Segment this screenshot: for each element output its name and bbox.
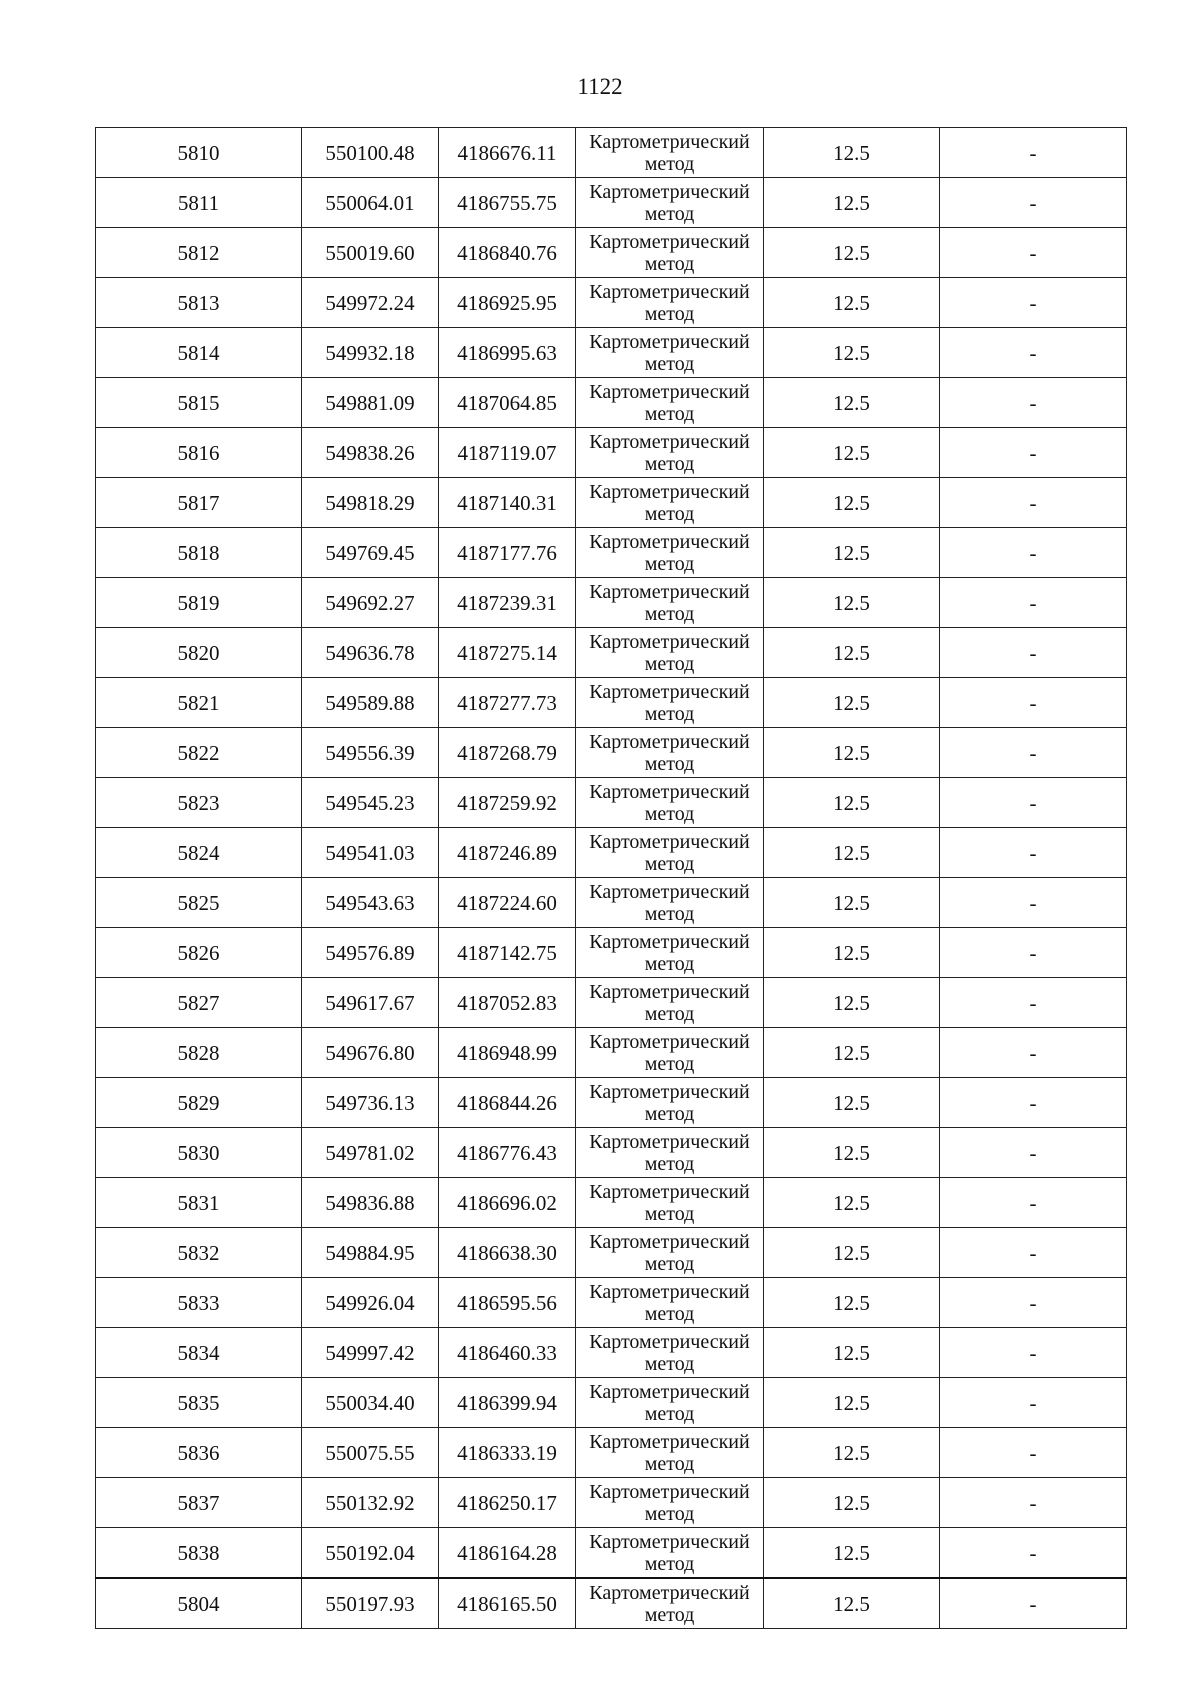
note-cell: -	[940, 1428, 1127, 1478]
method-line-2: метод	[644, 1352, 695, 1375]
accuracy-cell: 12.5	[764, 1578, 940, 1629]
method-line-1: Картометрический	[589, 380, 750, 403]
point-number-cell: 5836	[96, 1428, 302, 1478]
y-coordinate-cell: 4187277.73	[439, 678, 576, 728]
method-cell	[576, 128, 764, 178]
point-number-cell: 5827	[96, 978, 302, 1028]
method-line-1: Картометрический	[589, 1430, 750, 1453]
method-cell	[576, 328, 764, 378]
method-cell	[576, 928, 764, 978]
note-cell: -	[940, 528, 1127, 578]
y-coordinate-cell: 4187177.76	[439, 528, 576, 578]
x-coordinate-cell: 550100.48	[302, 128, 439, 178]
note-cell: -	[940, 328, 1127, 378]
point-number-cell: 5821	[96, 678, 302, 728]
method-cell	[576, 478, 764, 528]
point-number-cell: 5815	[96, 378, 302, 428]
y-coordinate-cell: 4186755.75	[439, 178, 576, 228]
method-line-2: метод	[644, 402, 695, 425]
method-cell	[576, 778, 764, 828]
x-coordinate-cell: 549884.95	[302, 1228, 439, 1278]
method-cell	[576, 1078, 764, 1128]
method-line-2: метод	[644, 1502, 695, 1525]
y-coordinate-cell: 4187275.14	[439, 628, 576, 678]
y-coordinate-cell: 4186676.11	[439, 128, 576, 178]
method-line-2: метод	[644, 802, 695, 825]
point-number-cell: 5829	[96, 1078, 302, 1128]
table-row	[96, 228, 1127, 278]
method-line-2: метод	[644, 1402, 695, 1425]
accuracy-cell: 12.5	[764, 1128, 940, 1178]
method-line-2: метод	[644, 552, 695, 575]
table-row	[96, 778, 1127, 828]
accuracy-cell: 12.5	[764, 978, 940, 1028]
method-line-2: метод	[644, 752, 695, 775]
table-row	[96, 1528, 1127, 1579]
method-line-2: метод	[644, 1152, 695, 1175]
point-number-cell: 5819	[96, 578, 302, 628]
note-cell: -	[940, 1378, 1127, 1428]
x-coordinate-cell: 549769.45	[302, 528, 439, 578]
point-number-cell: 5804	[96, 1578, 302, 1629]
table-row	[96, 878, 1127, 928]
method-line-2: метод	[644, 952, 695, 975]
method-line-1: Картометрический	[589, 1280, 750, 1303]
method-line-2: метод	[644, 152, 695, 175]
method-line-1: Картометрический	[589, 780, 750, 803]
note-cell: -	[940, 428, 1127, 478]
table-row	[96, 478, 1127, 528]
method-cell	[576, 1328, 764, 1378]
method-line-2: метод	[644, 252, 695, 275]
table-row	[96, 1228, 1127, 1278]
x-coordinate-cell: 549556.39	[302, 728, 439, 778]
note-cell: -	[940, 1528, 1127, 1579]
x-coordinate-cell: 550132.92	[302, 1478, 439, 1528]
table-row	[96, 1428, 1127, 1478]
point-number-cell: 5823	[96, 778, 302, 828]
method-cell	[576, 1428, 764, 1478]
note-cell: -	[940, 878, 1127, 928]
method-line-1: Картометрический	[589, 1130, 750, 1153]
point-number-cell: 5816	[96, 428, 302, 478]
table-row	[96, 1128, 1127, 1178]
x-coordinate-cell: 549541.03	[302, 828, 439, 878]
table-row	[96, 578, 1127, 628]
method-line-1: Картометрический	[589, 1330, 750, 1353]
y-coordinate-cell: 4186333.19	[439, 1428, 576, 1478]
x-coordinate-cell: 550064.01	[302, 178, 439, 228]
y-coordinate-cell: 4186595.56	[439, 1278, 576, 1328]
method-cell	[576, 628, 764, 678]
x-coordinate-cell: 549543.63	[302, 878, 439, 928]
y-coordinate-cell: 4187140.31	[439, 478, 576, 528]
table-row	[96, 628, 1127, 678]
method-line-2: метод	[644, 352, 695, 375]
accuracy-cell: 12.5	[764, 378, 940, 428]
table-row	[96, 828, 1127, 878]
method-line-1: Картометрический	[589, 430, 750, 453]
y-coordinate-cell: 4187052.83	[439, 978, 576, 1028]
x-coordinate-cell: 549545.23	[302, 778, 439, 828]
y-coordinate-cell: 4186250.17	[439, 1478, 576, 1528]
accuracy-cell: 12.5	[764, 1228, 940, 1278]
accuracy-cell: 12.5	[764, 278, 940, 328]
table-row	[96, 978, 1127, 1028]
x-coordinate-cell: 549881.09	[302, 378, 439, 428]
method-cell	[576, 378, 764, 428]
note-cell: -	[940, 1178, 1127, 1228]
method-line-2: метод	[644, 1552, 695, 1575]
method-cell	[576, 1578, 764, 1629]
method-cell	[576, 178, 764, 228]
table-row	[96, 428, 1127, 478]
x-coordinate-cell: 549818.29	[302, 478, 439, 528]
accuracy-cell: 12.5	[764, 178, 940, 228]
note-cell: -	[940, 1578, 1127, 1629]
table-row	[96, 1478, 1127, 1528]
method-line-2: метод	[644, 1052, 695, 1075]
method-cell	[576, 878, 764, 928]
y-coordinate-cell: 4187142.75	[439, 928, 576, 978]
method-line-1: Картометрический	[589, 1480, 750, 1503]
accuracy-cell: 12.5	[764, 1478, 940, 1528]
x-coordinate-cell: 549836.88	[302, 1178, 439, 1228]
point-number-cell: 5825	[96, 878, 302, 928]
method-line-1: Картометрический	[589, 530, 750, 553]
note-cell: -	[940, 1278, 1127, 1328]
y-coordinate-cell: 4186995.63	[439, 328, 576, 378]
y-coordinate-cell: 4186776.43	[439, 1128, 576, 1178]
y-coordinate-cell: 4186399.94	[439, 1378, 576, 1428]
method-cell	[576, 1378, 764, 1428]
y-coordinate-cell: 4186948.99	[439, 1028, 576, 1078]
method-line-2: метод	[644, 602, 695, 625]
accuracy-cell: 12.5	[764, 128, 940, 178]
method-line-1: Картометрический	[589, 880, 750, 903]
note-cell: -	[940, 178, 1127, 228]
point-number-cell: 5837	[96, 1478, 302, 1528]
y-coordinate-cell: 4186840.76	[439, 228, 576, 278]
y-coordinate-cell: 4186460.33	[439, 1328, 576, 1378]
note-cell: -	[940, 928, 1127, 978]
y-coordinate-cell: 4186844.26	[439, 1078, 576, 1128]
note-cell: -	[940, 278, 1127, 328]
x-coordinate-cell: 549932.18	[302, 328, 439, 378]
accuracy-cell: 12.5	[764, 928, 940, 978]
method-cell	[576, 1278, 764, 1328]
coordinates-table	[95, 127, 1127, 1629]
method-line-2: метод	[644, 852, 695, 875]
table-row	[96, 1028, 1127, 1078]
accuracy-cell: 12.5	[764, 1328, 940, 1378]
accuracy-cell: 12.5	[764, 878, 940, 928]
method-cell	[576, 278, 764, 328]
note-cell: -	[940, 978, 1127, 1028]
note-cell: -	[940, 1328, 1127, 1378]
accuracy-cell: 12.5	[764, 1278, 940, 1328]
note-cell: -	[940, 128, 1127, 178]
method-cell	[576, 1228, 764, 1278]
accuracy-cell: 12.5	[764, 528, 940, 578]
method-line-1: Картометрический	[589, 230, 750, 253]
method-line-1: Картометрический	[589, 1080, 750, 1103]
y-coordinate-cell: 4187224.60	[439, 878, 576, 928]
method-line-1: Картометрический	[589, 980, 750, 1003]
accuracy-cell: 12.5	[764, 1528, 940, 1579]
method-line-2: метод	[644, 1202, 695, 1225]
accuracy-cell: 12.5	[764, 778, 940, 828]
accuracy-cell: 12.5	[764, 1178, 940, 1228]
note-cell: -	[940, 378, 1127, 428]
x-coordinate-cell: 549997.42	[302, 1328, 439, 1378]
point-number-cell: 5818	[96, 528, 302, 578]
point-number-cell: 5811	[96, 178, 302, 228]
point-number-cell: 5817	[96, 478, 302, 528]
accuracy-cell: 12.5	[764, 328, 940, 378]
accuracy-cell: 12.5	[764, 428, 940, 478]
accuracy-cell: 12.5	[764, 828, 940, 878]
x-coordinate-cell: 549692.27	[302, 578, 439, 628]
x-coordinate-cell: 550034.40	[302, 1378, 439, 1428]
table-row	[96, 1078, 1127, 1128]
accuracy-cell: 12.5	[764, 1428, 940, 1478]
x-coordinate-cell: 549617.67	[302, 978, 439, 1028]
point-number-cell: 5826	[96, 928, 302, 978]
point-number-cell: 5838	[96, 1528, 302, 1579]
note-cell: -	[940, 478, 1127, 528]
accuracy-cell: 12.5	[764, 1028, 940, 1078]
x-coordinate-cell: 549636.78	[302, 628, 439, 678]
method-line-1: Картометрический	[589, 1030, 750, 1053]
y-coordinate-cell: 4187246.89	[439, 828, 576, 878]
x-coordinate-cell: 550197.93	[302, 1578, 439, 1629]
note-cell: -	[940, 228, 1127, 278]
table-row	[96, 528, 1127, 578]
method-line-1: Картометрический	[589, 930, 750, 953]
point-number-cell: 5834	[96, 1328, 302, 1378]
coordinates-table-body	[96, 128, 1127, 1629]
method-line-2: метод	[644, 902, 695, 925]
method-cell	[576, 828, 764, 878]
point-number-cell: 5828	[96, 1028, 302, 1078]
table-row	[96, 1328, 1127, 1378]
y-coordinate-cell: 4187064.85	[439, 378, 576, 428]
table-row	[96, 1378, 1127, 1428]
method-line-2: метод	[644, 652, 695, 675]
y-coordinate-cell: 4186696.02	[439, 1178, 576, 1228]
method-line-2: метод	[644, 1102, 695, 1125]
method-line-1: Картометрический	[589, 1530, 750, 1553]
table-row	[96, 678, 1127, 728]
point-number-cell: 5812	[96, 228, 302, 278]
method-line-1: Картометрический	[589, 330, 750, 353]
accuracy-cell: 12.5	[764, 728, 940, 778]
point-number-cell: 5832	[96, 1228, 302, 1278]
x-coordinate-cell: 549589.88	[302, 678, 439, 728]
table-row	[96, 178, 1127, 228]
method-cell	[576, 228, 764, 278]
x-coordinate-cell: 550075.55	[302, 1428, 439, 1478]
method-line-1: Картометрический	[589, 130, 750, 153]
table-row	[96, 128, 1127, 178]
x-coordinate-cell: 549972.24	[302, 278, 439, 328]
method-line-2: метод	[644, 1603, 695, 1626]
method-line-1: Картометрический	[589, 1230, 750, 1253]
y-coordinate-cell: 4187119.07	[439, 428, 576, 478]
point-number-cell: 5835	[96, 1378, 302, 1428]
method-cell	[576, 1178, 764, 1228]
table-row	[96, 928, 1127, 978]
table-row	[96, 1278, 1127, 1328]
method-line-2: метод	[644, 502, 695, 525]
x-coordinate-cell: 549838.26	[302, 428, 439, 478]
method-cell	[576, 678, 764, 728]
x-coordinate-cell: 550192.04	[302, 1528, 439, 1579]
method-cell	[576, 578, 764, 628]
note-cell: -	[940, 828, 1127, 878]
note-cell: -	[940, 1128, 1127, 1178]
y-coordinate-cell: 4187239.31	[439, 578, 576, 628]
note-cell: -	[940, 628, 1127, 678]
accuracy-cell: 12.5	[764, 478, 940, 528]
x-coordinate-cell: 549576.89	[302, 928, 439, 978]
method-cell	[576, 528, 764, 578]
method-line-1: Картометрический	[589, 1380, 750, 1403]
method-cell	[576, 728, 764, 778]
note-cell: -	[940, 678, 1127, 728]
method-line-1: Картометрический	[589, 480, 750, 503]
method-cell	[576, 978, 764, 1028]
method-line-1: Картометрический	[589, 730, 750, 753]
point-number-cell: 5813	[96, 278, 302, 328]
point-number-cell: 5830	[96, 1128, 302, 1178]
accuracy-cell: 12.5	[764, 678, 940, 728]
point-number-cell: 5831	[96, 1178, 302, 1228]
y-coordinate-cell: 4186638.30	[439, 1228, 576, 1278]
method-line-1: Картометрический	[589, 280, 750, 303]
accuracy-cell: 12.5	[764, 628, 940, 678]
note-cell: -	[940, 1078, 1127, 1128]
table-row	[96, 1178, 1127, 1228]
method-cell	[576, 1528, 764, 1579]
accuracy-cell: 12.5	[764, 1078, 940, 1128]
method-cell	[576, 1478, 764, 1528]
note-cell: -	[940, 728, 1127, 778]
method-line-1: Картометрический	[589, 680, 750, 703]
method-line-2: метод	[644, 1252, 695, 1275]
method-line-2: метод	[644, 452, 695, 475]
method-cell	[576, 1028, 764, 1078]
point-number-cell: 5833	[96, 1278, 302, 1328]
method-line-1: Картометрический	[589, 630, 750, 653]
method-line-2: метод	[644, 1302, 695, 1325]
table-row	[96, 328, 1127, 378]
method-line-1: Картометрический	[589, 830, 750, 853]
point-number-cell: 5814	[96, 328, 302, 378]
note-cell: -	[940, 1228, 1127, 1278]
x-coordinate-cell: 549926.04	[302, 1278, 439, 1328]
page-number: 1122	[577, 74, 623, 99]
method-line-2: метод	[644, 202, 695, 225]
method-cell	[576, 1128, 764, 1178]
method-line-1: Картометрический	[589, 1581, 750, 1604]
accuracy-cell: 12.5	[764, 578, 940, 628]
method-line-2: метод	[644, 1002, 695, 1025]
x-coordinate-cell: 550019.60	[302, 228, 439, 278]
note-cell: -	[940, 1028, 1127, 1078]
y-coordinate-cell: 4186165.50	[439, 1578, 576, 1629]
table-row	[96, 378, 1127, 428]
accuracy-cell: 12.5	[764, 1378, 940, 1428]
x-coordinate-cell: 549676.80	[302, 1028, 439, 1078]
y-coordinate-cell: 4186164.28	[439, 1528, 576, 1579]
y-coordinate-cell: 4187259.92	[439, 778, 576, 828]
method-line-1: Картометрический	[589, 180, 750, 203]
note-cell: -	[940, 578, 1127, 628]
x-coordinate-cell: 549781.02	[302, 1128, 439, 1178]
point-number-cell: 5820	[96, 628, 302, 678]
table-row	[96, 728, 1127, 778]
point-number-cell: 5824	[96, 828, 302, 878]
point-number-cell: 5810	[96, 128, 302, 178]
note-cell: -	[940, 778, 1127, 828]
table-row	[96, 278, 1127, 328]
y-coordinate-cell: 4187268.79	[439, 728, 576, 778]
note-cell: -	[940, 1478, 1127, 1528]
point-number-cell: 5822	[96, 728, 302, 778]
method-line-1: Картометрический	[589, 580, 750, 603]
y-coordinate-cell: 4186925.95	[439, 278, 576, 328]
method-cell	[576, 428, 764, 478]
accuracy-cell: 12.5	[764, 228, 940, 278]
method-line-1: Картометрический	[589, 1180, 750, 1203]
method-line-2: метод	[644, 1452, 695, 1475]
x-coordinate-cell: 549736.13	[302, 1078, 439, 1128]
method-line-2: метод	[644, 302, 695, 325]
method-line-2: метод	[644, 702, 695, 725]
table-row	[96, 1578, 1127, 1629]
